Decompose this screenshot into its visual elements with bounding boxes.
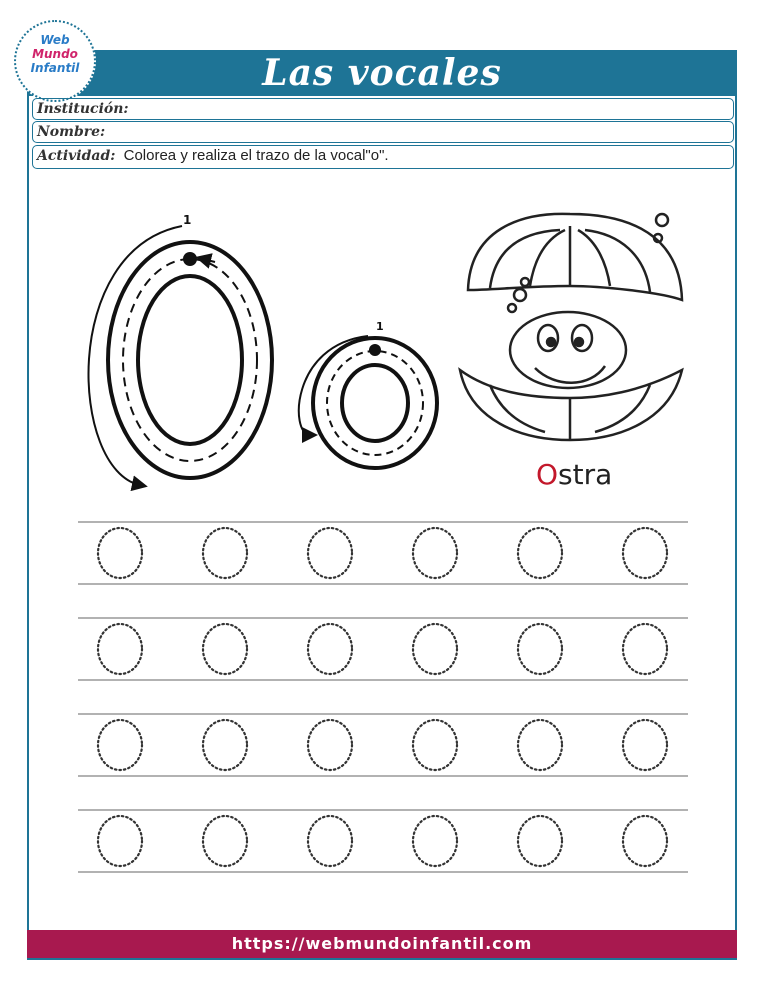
dotted-o-trace[interactable] (623, 624, 667, 674)
dotted-o-trace[interactable] (98, 816, 142, 866)
start-dot-small (369, 344, 381, 356)
page-title: Las vocales (262, 52, 502, 94)
example-word-rest: stra (558, 458, 613, 491)
dotted-o-trace[interactable] (623, 720, 667, 770)
dotted-o-trace[interactable] (308, 624, 352, 674)
dotted-o-trace[interactable] (518, 528, 562, 578)
dotted-o-trace[interactable] (518, 720, 562, 770)
dotted-o-trace[interactable] (518, 624, 562, 674)
oyster-drawing (460, 214, 682, 440)
tracing-practice-area (78, 522, 688, 872)
activity-instruction: Colorea y realiza el trazo de la vocal"o". (123, 147, 389, 164)
dotted-o-trace[interactable] (308, 816, 352, 866)
dotted-o-trace[interactable] (203, 528, 247, 578)
direction-arrow-small (299, 336, 368, 435)
dotted-o-trace[interactable] (518, 816, 562, 866)
dotted-o-trace[interactable] (623, 816, 667, 866)
example-word (536, 458, 612, 491)
dotted-o-trace[interactable] (308, 528, 352, 578)
dotted-o-trace[interactable] (413, 624, 457, 674)
dotted-o-trace[interactable] (98, 720, 142, 770)
activity-label: Actividad: (37, 148, 116, 164)
logo-word-2: Mundo (32, 47, 78, 61)
big-o-tracing-letter (88, 213, 272, 485)
stroke-number-small: 1 (376, 320, 384, 333)
name-label: Nombre: (37, 124, 106, 140)
dotted-o-trace[interactable] (203, 624, 247, 674)
stroke-number-big: 1 (183, 213, 192, 227)
dotted-o-trace[interactable] (98, 528, 142, 578)
small-o-tracing-letter (299, 320, 437, 468)
logo-word-3: Infantil (30, 61, 80, 75)
dotted-o-trace[interactable] (203, 816, 247, 866)
dotted-o-trace[interactable] (623, 528, 667, 578)
dotted-o-trace[interactable] (203, 720, 247, 770)
dotted-o-trace[interactable] (98, 624, 142, 674)
logo-word-1: Web (40, 33, 70, 47)
start-dot-big (183, 252, 197, 266)
dotted-o-trace[interactable] (413, 816, 457, 866)
dotted-o-trace[interactable] (413, 720, 457, 770)
institution-label: Institución: (37, 101, 129, 117)
dotted-o-trace[interactable] (308, 720, 352, 770)
example-word-first-letter: O (536, 458, 559, 491)
dotted-o-trace[interactable] (413, 528, 457, 578)
footer-url: https://webmundoinfantil.com (27, 930, 737, 958)
